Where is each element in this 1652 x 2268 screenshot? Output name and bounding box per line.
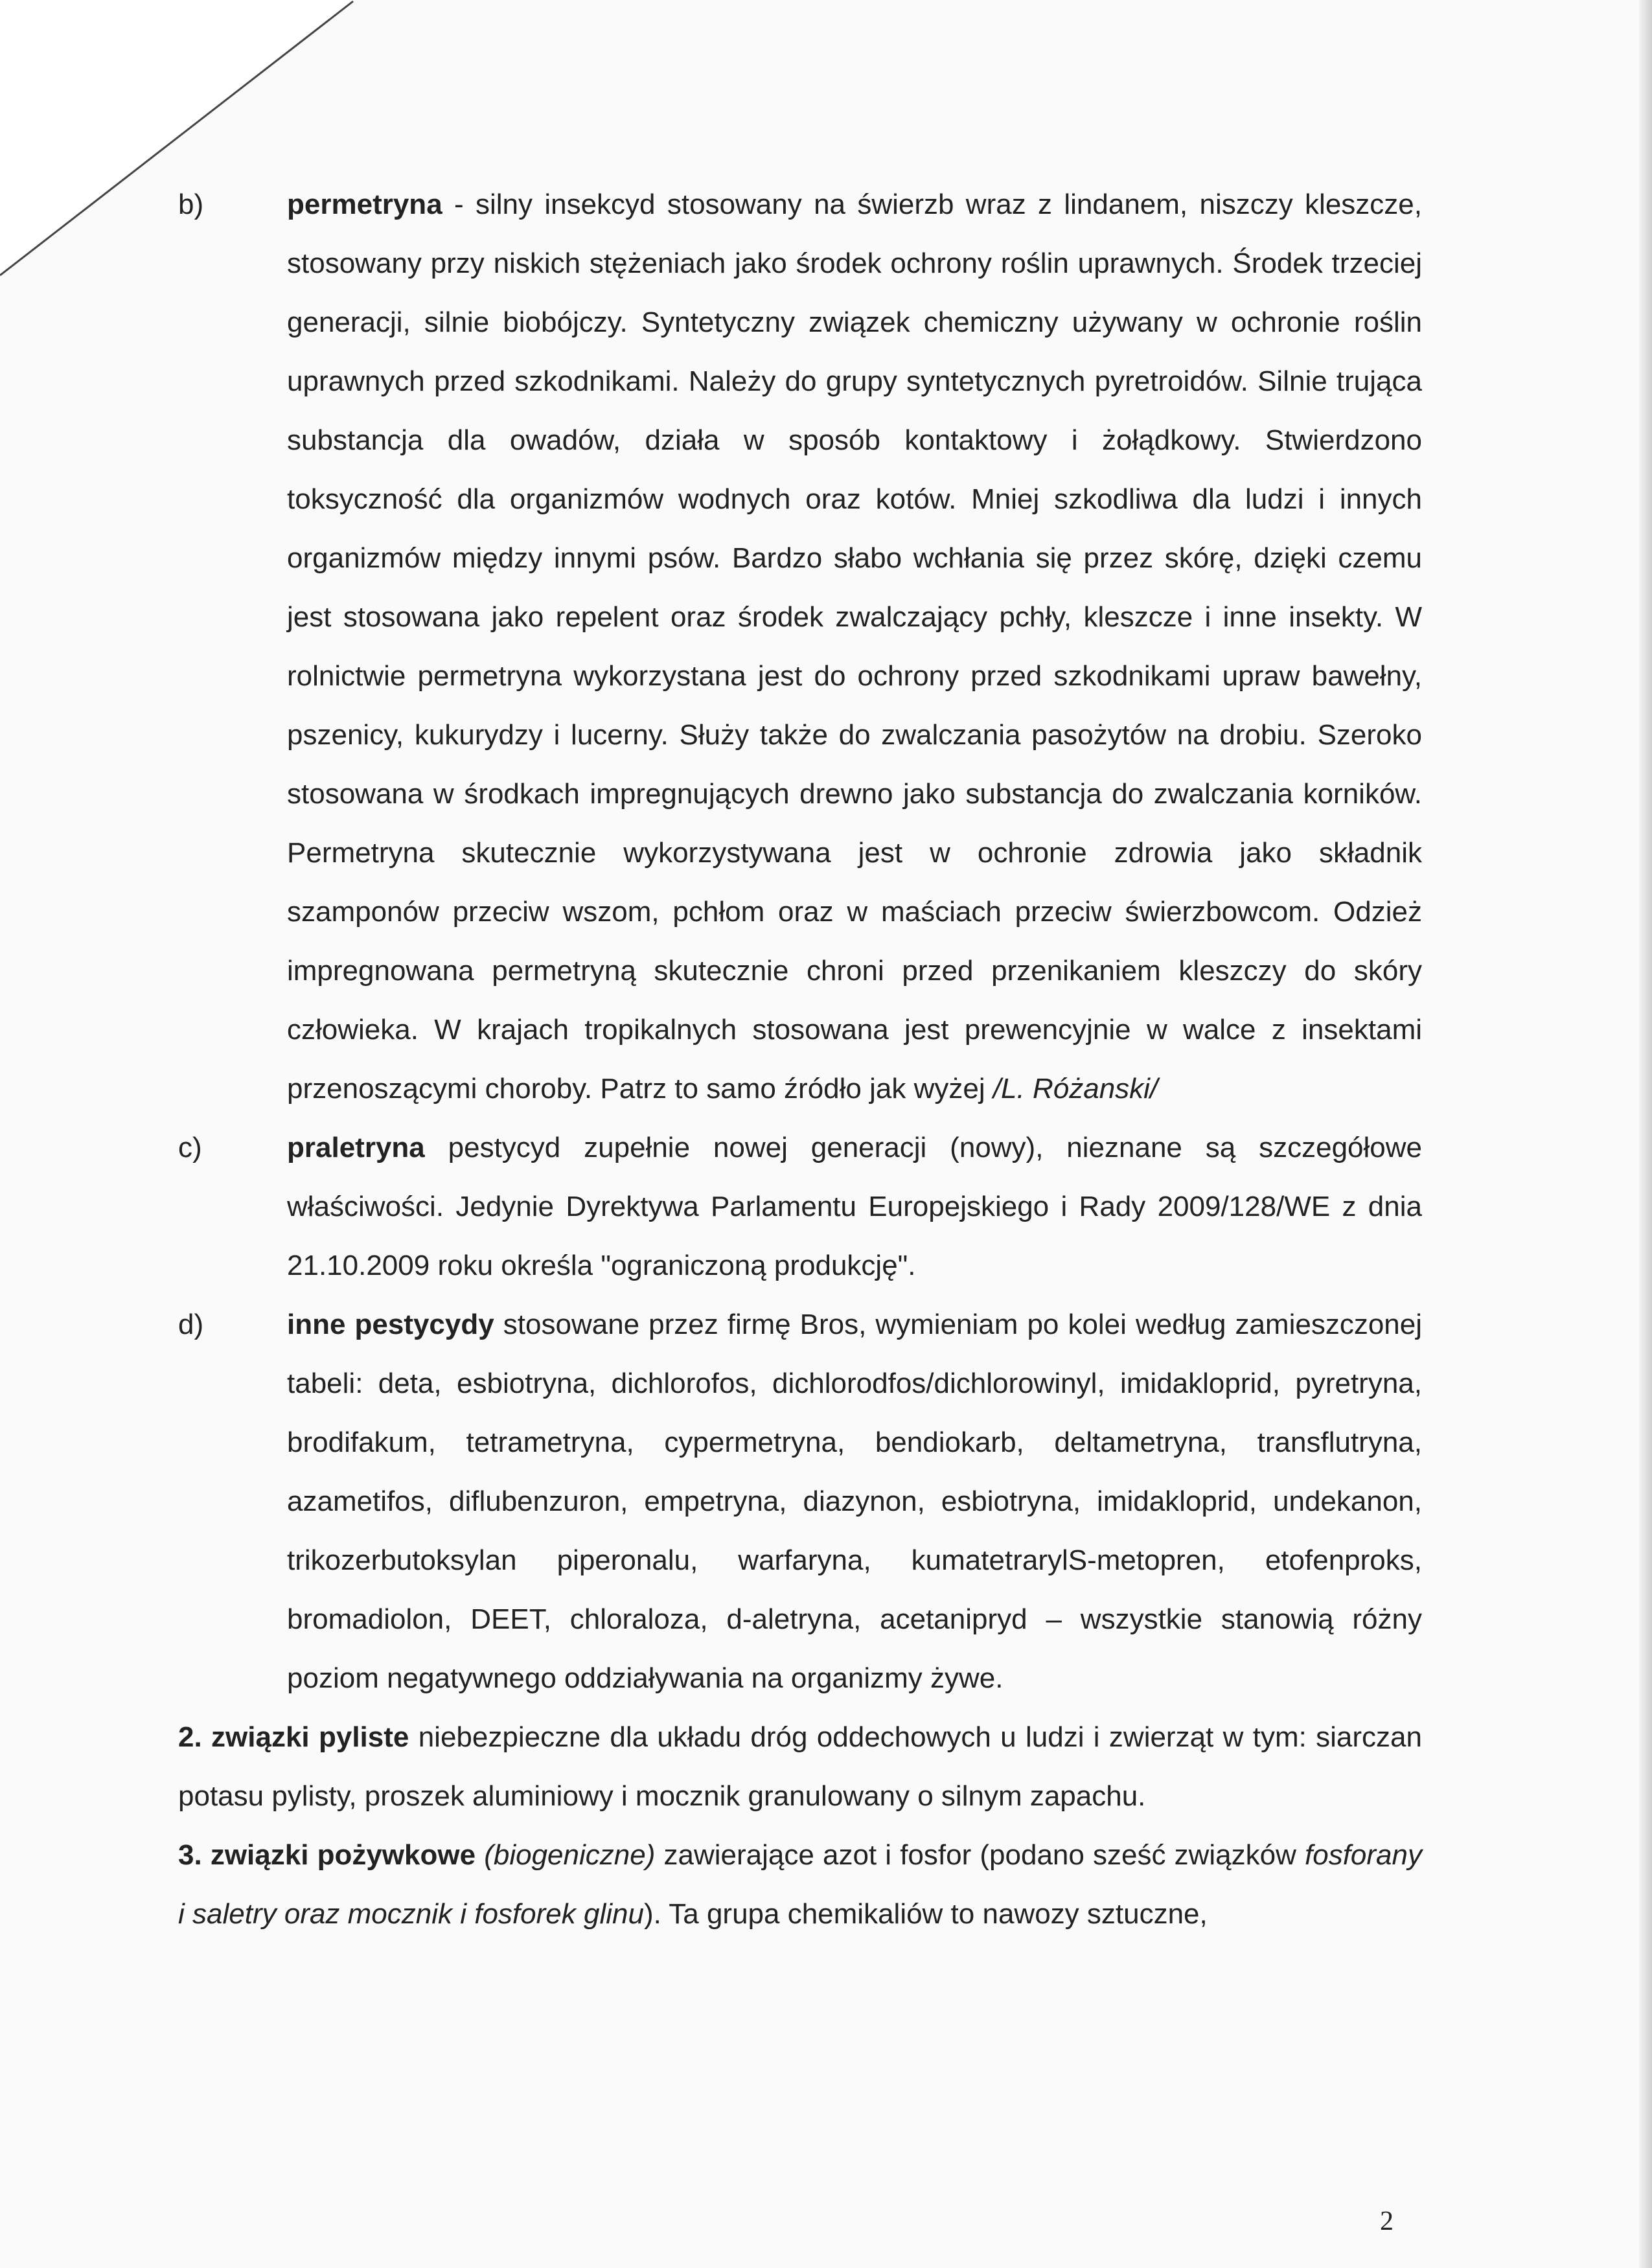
list-item-d — [178, 1295, 1422, 1708]
term-inne-pestycydy: inne pestycydy — [287, 1309, 494, 1340]
list-marker: c) — [178, 1132, 202, 1163]
item-text: stosowane przez firmę Bros, wymieniam po kolei według zamieszczonej tabeli: deta, esbiotryna, dichlorofos, dichlorodfos/dichlorowinyl, imidakloprid, pyretryna, brodifakum, tetrametryna, cypermetryna, bendiokarb, deltametryna, transflutryna, azametifos, diflubenzuron, empetryna, diazynon, esbiotryna, imidakloprid, undekanon, trikozerbutoksylan piperonalu, warfaryna, kumatetrarylS-metopren, etofenproks, bromadiolon, DEET, chloraloza, d-aletryna, acetanipryd – wszystkie stanowią różny poziom negatywnego oddziaływania na organizmy żywe. — [287, 1309, 1423, 1694]
numbered-item-2 — [178, 1708, 1422, 1826]
numbered-label: 2. związki pyliste — [178, 1721, 409, 1753]
body-text — [178, 175, 1422, 1943]
item-text: - silny insekcyd stosowany na świerzb wraz z lindanem, niszczy kleszcze, stosowany przy niskich stężeniach jako środek ochrony roślin uprawnych. Środek trzeciej generacji, silnie biobójczy. Syntetyczny związek chemiczny używany w ochronie roślin uprawnych przed szkodnikami. Należy do grupy syntetycznych pyretroidów. Silnie trująca substancja dla owadów, działa w sposób kontaktowy i żołądkowy. Stwierdzono toksyczność dla organizmów wodnych oraz kotów. Mniej szkodliwa dla ludzi i innych organizmów między innymi psów. Bardzo słabo wchłania się przez skórę, dzięki czemu jest stosowana jako repelent oraz środek zwalczający pchły, kleszcze i inne insekty. W rolnictwie permetryna wykorzystana jest do ochrony przed szkodnikami upraw bawełny, pszenicy, kukurydzy i lucerny. Służy także do zwalczania pasożytów na drobiu. Szeroko stosowana w środkach impregnujących drewno jako substancja do zwalczania korników. Permetryna skutecznie wykorzystywana jest w ochronie zdrowia jako składnik szamponów przeciw wszom, pchłom oraz w maściach przeciw świerzbowcom. Odzież impregnowana permetryną skutecznie chroni przed przenikaniem kleszczy do skóry człowieka. W krajach tropikalnych stosowana jest prewencyjnie w walce z insektami przenoszącymi choroby. Patrz to samo źródło jak wyżej — [287, 189, 1422, 1105]
list-item-c — [178, 1118, 1422, 1295]
page-number: 2 — [1380, 2206, 1394, 2236]
numbered-text: niebezpieczne dla układu dróg oddechowych u ludzi i zwierząt w tym: siarczan potasu pylisty, proszek aluminiowy i mocznik granulowany o silnym zapachu. — [178, 1721, 1422, 1812]
list-item-b — [178, 175, 1422, 1118]
italic-term: (biogeniczne) — [484, 1839, 656, 1871]
list-marker: d) — [178, 1309, 204, 1340]
page-edge-shadow — [1639, 0, 1652, 2268]
numbered-text: ). Ta grupa chemikaliów to nawozy sztuczne, — [643, 1898, 1208, 1930]
numbered-text: zawierające azot i fosfor (podano sześć związków — [655, 1839, 1305, 1871]
item-text: pestycyd zupełnie nowej generacji (nowy), nieznane są szczegółowe właściwości. Jedynie Dyrektywa Parlamentu Europejskiego i Rady 2009/128/WE z dnia 21.10.2009 roku określa "ograniczoną produkcję". — [287, 1132, 1422, 1281]
numbered-label: 3. związki pożywkowe — [178, 1839, 476, 1871]
italic-term: fosforany i saletry oraz mocznik i fosforek glinu — [178, 1839, 1422, 1930]
numbered-item-3 — [178, 1826, 1422, 1943]
term-permetryna: permetryna — [287, 189, 442, 220]
list-marker: b) — [178, 189, 204, 220]
source-reference: /L. Różanski/ — [992, 1073, 1158, 1105]
term-praletryna: praletryna — [287, 1132, 425, 1163]
